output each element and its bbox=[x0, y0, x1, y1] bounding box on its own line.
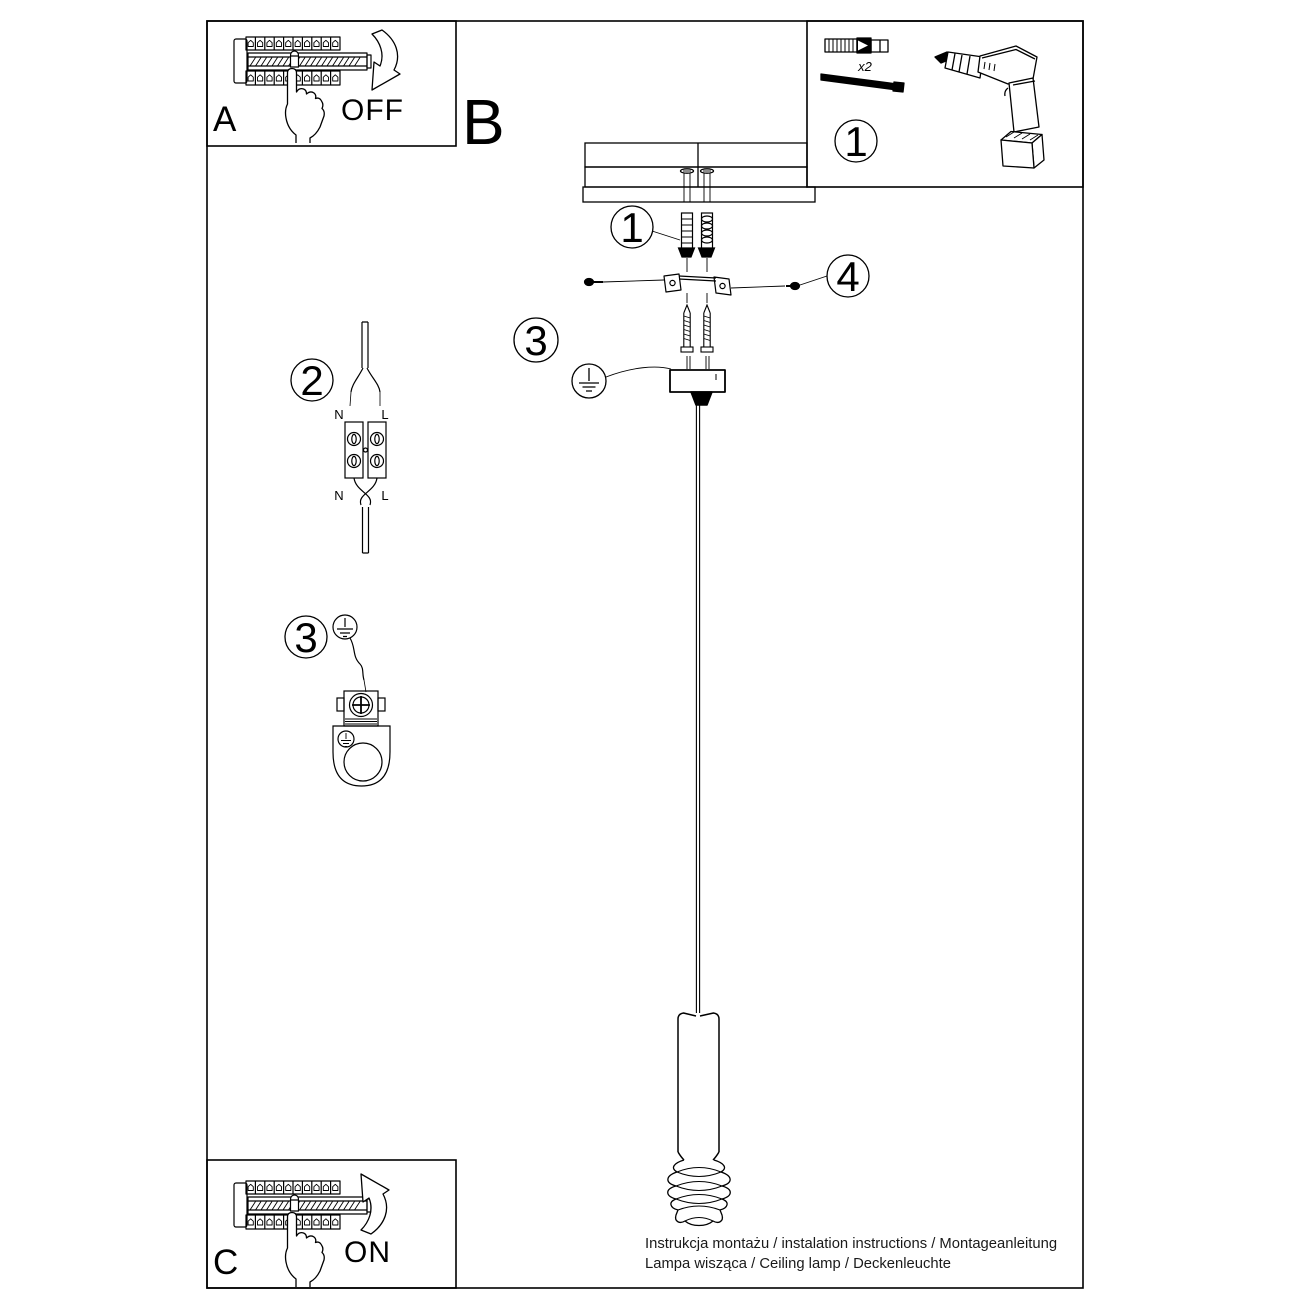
wire-label-l-top: L bbox=[381, 407, 389, 422]
suspension-cord bbox=[696, 405, 699, 1013]
callout-leader bbox=[606, 367, 671, 377]
panel-b-label: B bbox=[462, 86, 505, 158]
wire-label-n-top: N bbox=[334, 407, 344, 422]
footer-title-line: Instrukcja montażu / instalation instructions / Montageanleitung bbox=[645, 1236, 1058, 1252]
canopy bbox=[670, 370, 725, 392]
callout-number-ground-wire: 3 bbox=[294, 614, 318, 661]
pendant-lamp-illustration bbox=[668, 370, 731, 1226]
dowel-quantity-label: x2 bbox=[858, 59, 872, 74]
breaker-panel-icon bbox=[234, 1181, 371, 1287]
mounting-plate bbox=[333, 726, 390, 786]
wall-plug-icon bbox=[679, 213, 695, 257]
arrow-down-icon bbox=[372, 30, 400, 90]
lamp-shade bbox=[668, 1013, 731, 1226]
cable bbox=[363, 507, 369, 553]
terminal-block bbox=[345, 422, 386, 478]
mounting-bracket-illustration bbox=[585, 255, 870, 297]
screw-icon bbox=[701, 305, 713, 352]
breaker-panel-icon bbox=[234, 37, 371, 143]
callout-number-hardware: 1 bbox=[844, 118, 868, 165]
callout-number-wall-plugs: 1 bbox=[620, 204, 644, 251]
cable bbox=[362, 322, 368, 368]
panel-c-frame bbox=[207, 1160, 456, 1288]
bracket-screw-right-icon bbox=[731, 283, 800, 290]
wall-plug-icon bbox=[699, 213, 715, 257]
panel-c-label: C bbox=[213, 1243, 239, 1282]
ground-symbol-icon bbox=[333, 615, 357, 639]
ceiling-illustration bbox=[583, 143, 815, 202]
callout-number-ground-canopy: 3 bbox=[524, 317, 548, 364]
footer-product-line: Lampa wisząca / Ceiling lamp / Deckenleuchte bbox=[645, 1256, 951, 1272]
wire-label-l-bottom: L bbox=[381, 488, 389, 503]
ground-symbol-icon bbox=[572, 364, 606, 398]
wire-label-n-bottom: N bbox=[334, 488, 344, 503]
strain-relief bbox=[691, 392, 712, 405]
callout-number-bracket-screws: 4 bbox=[836, 253, 860, 300]
screw-icon bbox=[821, 74, 904, 92]
bracket-screw-left-icon bbox=[585, 279, 665, 286]
wall-plug-icon bbox=[825, 38, 888, 53]
panel-a-label: A bbox=[213, 100, 237, 139]
callout-number-wiring: 2 bbox=[300, 357, 324, 404]
ground-terminal bbox=[337, 691, 385, 726]
callout-leader bbox=[652, 231, 680, 240]
callout-leader bbox=[800, 276, 827, 285]
drill-hole-icon bbox=[681, 169, 714, 202]
screw-icon bbox=[681, 305, 693, 352]
off-label: OFF bbox=[341, 94, 404, 127]
on-label: ON bbox=[344, 1236, 391, 1269]
panel-c-illustration bbox=[234, 1174, 389, 1287]
drill-icon bbox=[935, 46, 1044, 168]
